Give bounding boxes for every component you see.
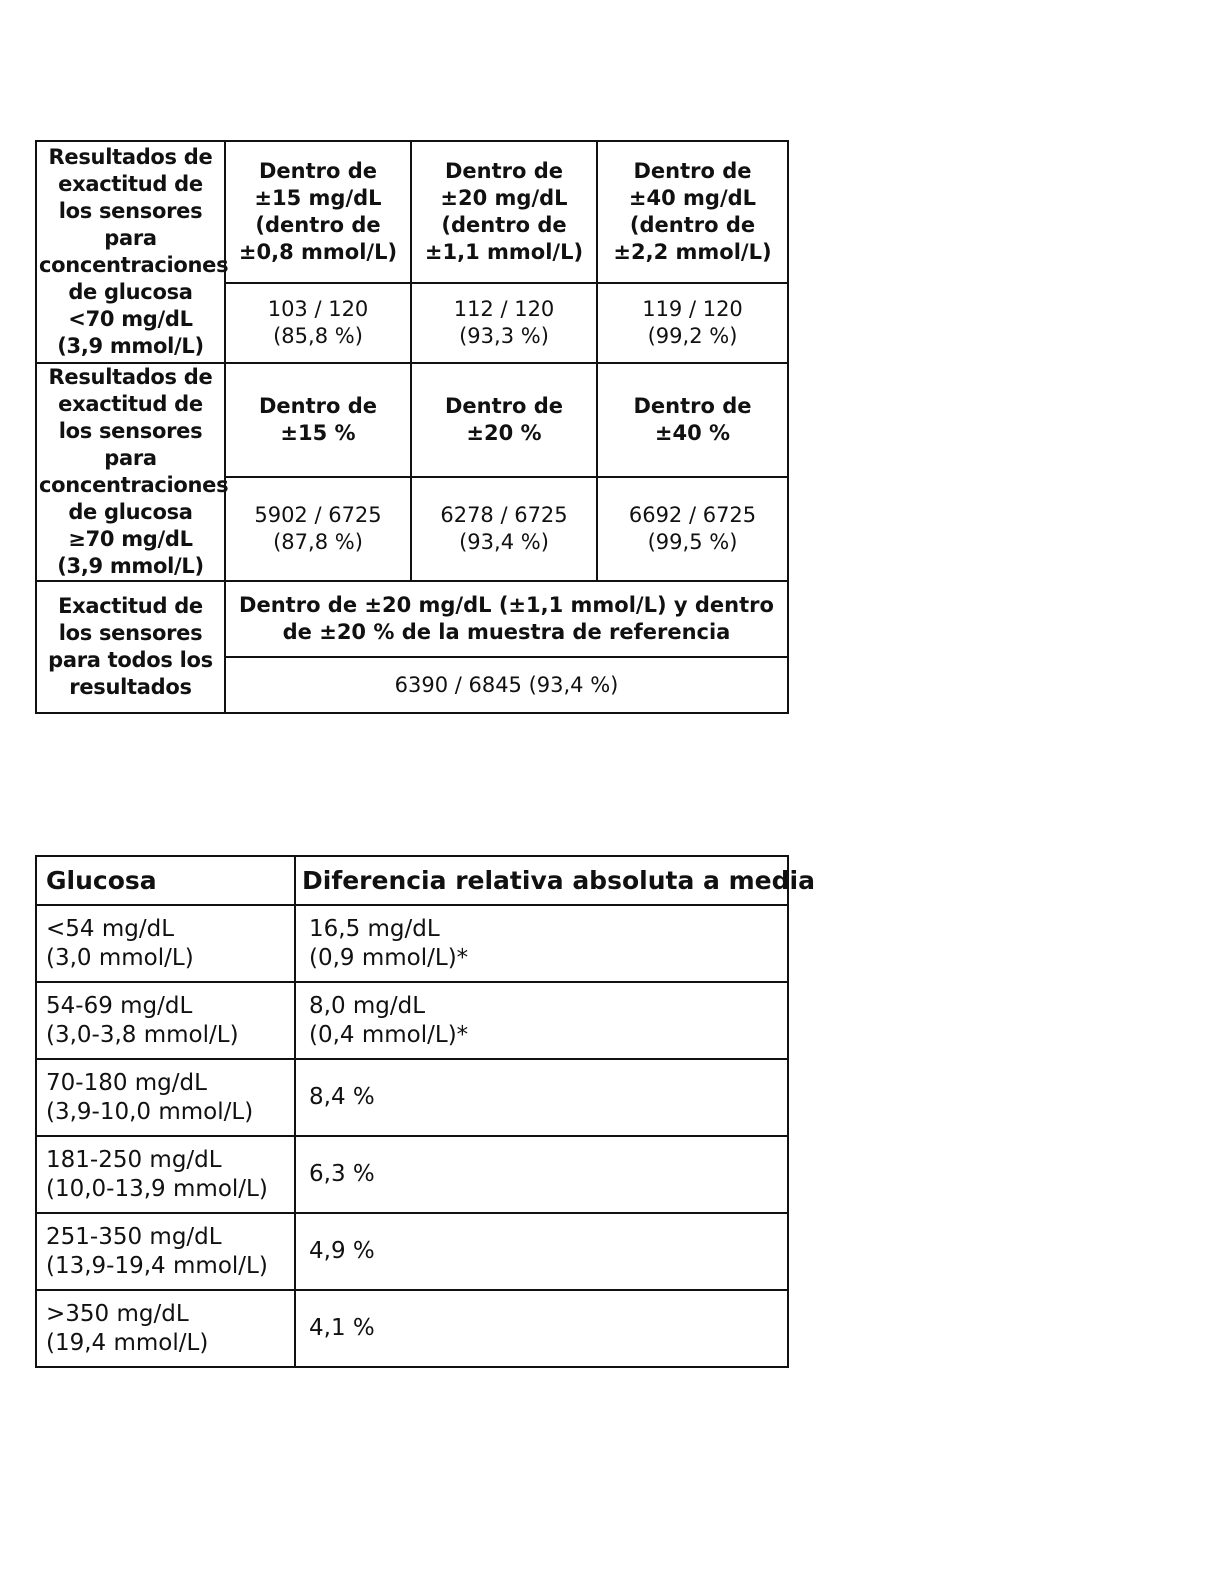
glucose-column-header: Glucosa: [36, 856, 295, 905]
low-glucose-header-20: Dentro de ±20 mg/dL (dentro de ±1,1 mmol/L): [411, 141, 597, 283]
mard-value-cell: 4,1 %: [295, 1290, 788, 1367]
glucose-range-cell: 70-180 mg/dL (3,9-10,0 mmol/L): [36, 1059, 295, 1136]
glucose-range-cell: 54-69 mg/dL (3,0-3,8 mmol/L): [36, 982, 295, 1059]
high-glucose-value-15: 5902 / 6725 (87,8 %): [225, 477, 411, 581]
high-glucose-header-20: Dentro de ±20 %: [411, 363, 597, 477]
table-row: [36, 982, 788, 1059]
high-glucose-label: Resultados de exactitud de los sensores para concentraciones de glucosa ≥70 mg/dL (3,9 mmol/L): [36, 363, 225, 581]
low-glucose-value-20: 112 / 120 (93,3 %): [411, 283, 597, 363]
low-glucose-header-40: Dentro de ±40 mg/dL (dentro de ±2,2 mmol/L): [597, 141, 788, 283]
high-glucose-value-20: 6278 / 6725 (93,4 %): [411, 477, 597, 581]
high-glucose-header-40: Dentro de ±40 %: [597, 363, 788, 477]
high-glucose-value-40: 6692 / 6725 (99,5 %): [597, 477, 788, 581]
low-glucose-value-15: 103 / 120 (85,8 %): [225, 283, 411, 363]
all-results-header-row: [36, 581, 788, 657]
low-glucose-label: Resultados de exactitud de los sensores para concentraciones de glucosa <70 mg/dL (3,9 mmol/L): [36, 141, 225, 363]
mard-value-cell: 8,4 %: [295, 1059, 788, 1136]
table-row: [36, 905, 788, 982]
glucose-range-cell: 181-250 mg/dL (10,0-13,9 mmol/L): [36, 1136, 295, 1213]
sensor-accuracy-table: [35, 140, 789, 714]
mard-column-header: Diferencia relativa absoluta a media: [295, 856, 788, 905]
mard-value-cell: 16,5 mg/dL (0,9 mmol/L)*: [295, 905, 788, 982]
mard-value-cell: 8,0 mg/dL (0,4 mmol/L)*: [295, 982, 788, 1059]
glucose-range-cell: 251-350 mg/dL (13,9-19,4 mmol/L): [36, 1213, 295, 1290]
table-row: [36, 1059, 788, 1136]
mard-value-cell: 4,9 %: [295, 1213, 788, 1290]
all-results-header: Dentro de ±20 mg/dL (±1,1 mmol/L) y dentro de ±20 % de la muestra de referencia: [225, 581, 788, 657]
glucose-range-cell: <54 mg/dL (3,0 mmol/L): [36, 905, 295, 982]
low-glucose-value-40: 119 / 120 (99,2 %): [597, 283, 788, 363]
all-results-label: Exactitud de los sensores para todos los resultados: [36, 581, 225, 713]
low-glucose-header-15: Dentro de ±15 mg/dL (dentro de ±0,8 mmol/L): [225, 141, 411, 283]
mard-table: [35, 855, 815, 1368]
table-row: [36, 1290, 788, 1367]
low-glucose-header-row: [36, 141, 788, 283]
mard-header-row: [36, 856, 788, 905]
high-glucose-header-row: [36, 363, 788, 477]
table-row: [36, 1136, 788, 1213]
mard-value-cell: 6,3 %: [295, 1136, 788, 1213]
high-glucose-header-15: Dentro de ±15 %: [225, 363, 411, 477]
all-results-value: 6390 / 6845 (93,4 %): [225, 657, 788, 713]
table-row: [36, 1213, 788, 1290]
glucose-range-cell: >350 mg/dL (19,4 mmol/L): [36, 1290, 295, 1367]
